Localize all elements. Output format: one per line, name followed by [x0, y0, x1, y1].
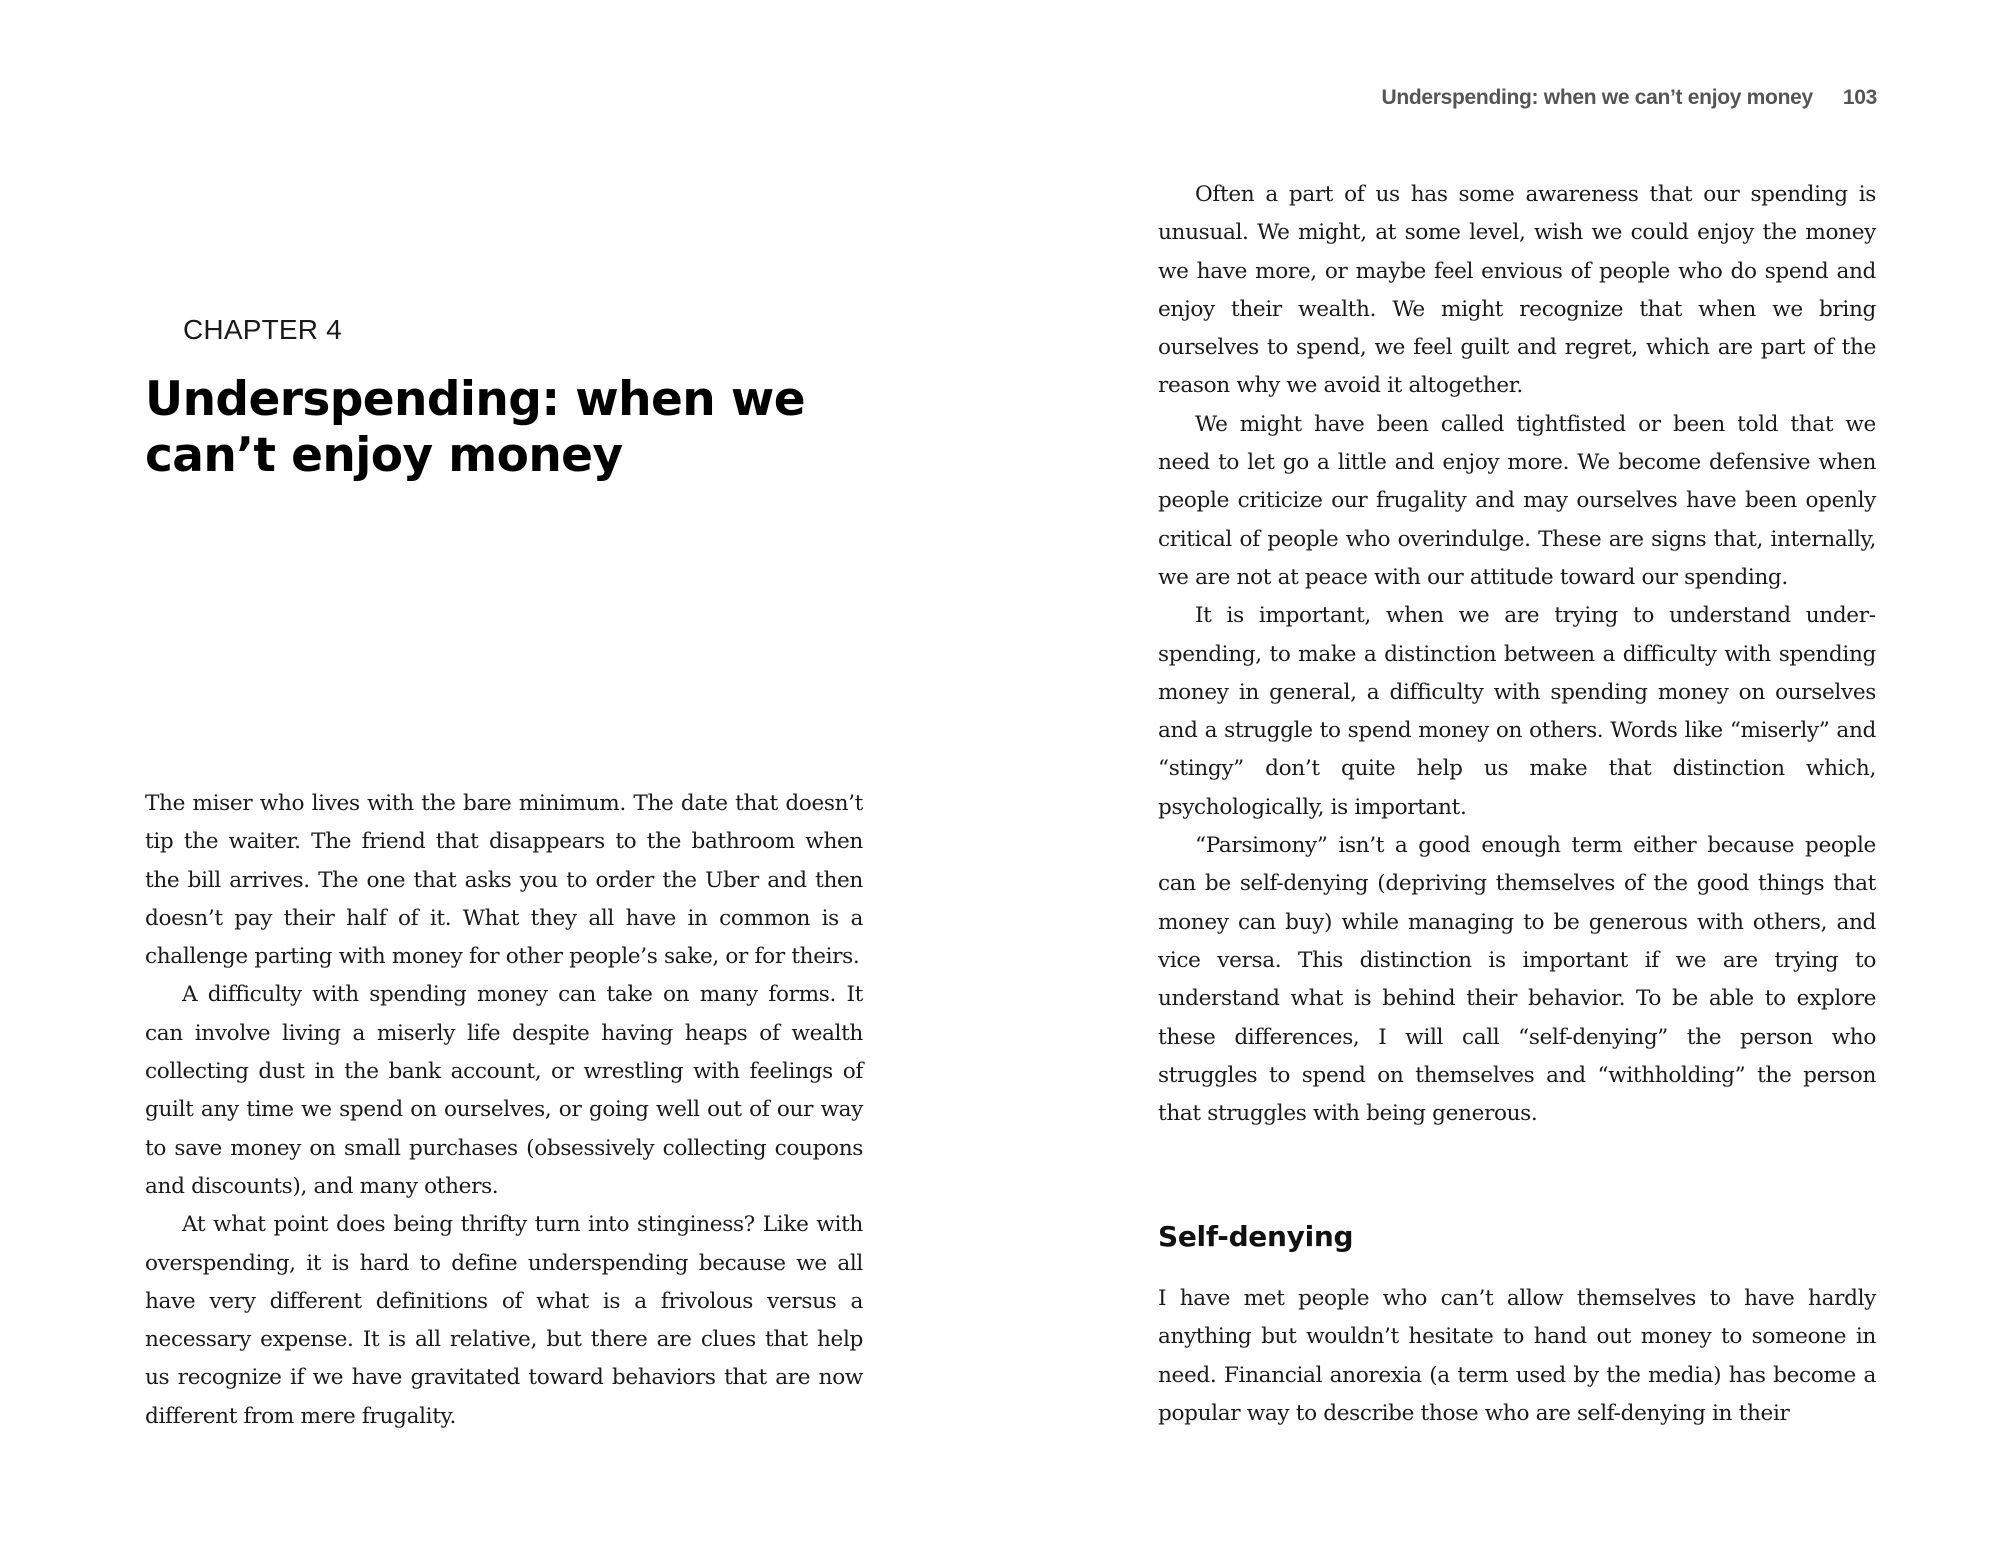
paragraph: At what point does being thrifty turn into stinginess? Like with overspending, it is hard to define underspending because we all have very different definitions of what is a frivolous versus a necessary expense. It is all relative, but there are clues that help us recognize if we have gravitated toward behaviors that are now different from mere frugality. [145, 1212, 863, 1429]
section-body-text [1158, 1280, 1876, 1433]
section-heading: Self-denying [1158, 1220, 1354, 1253]
right-body-text [1158, 176, 1876, 1133]
right-page [1000, 0, 2000, 1545]
running-head [1381, 86, 1877, 110]
paragraph: The miser who lives with the bare minimum. The date that doesn’t tip the waiter. The friend that disappears to the bathroom when the bill arrives. The one that asks you to order the Uber and then doesn’t pay their half of it. What they all have in common is a challenge parting with money for other people’s sake, or for theirs. [145, 791, 863, 970]
paragraph: I have met people who can’t allow themselves to have hardly anything but wouldn’t hesitate to hand out money to someone in need. Financial anorexia (a term used by the media) has become a popular way to describe those who are self-denying in their [1158, 1286, 1876, 1426]
left-body-text [145, 785, 863, 1436]
running-head-title: Underspending: when we can’t enjoy money [1381, 86, 1813, 109]
paragraph: It is important, when we are trying to understand underspending, to make a distinction between a difficulty with spending money in general, a difficulty with spending money on ourselves and a struggle to spend money on others. Words like “miserly” and “stingy” don’t quite help us make that distinction which, psychologically, is important. [1158, 603, 1876, 820]
page-number: 103 [1842, 86, 1877, 109]
chapter-title: Underspending: when we can’t enjoy money [145, 372, 805, 483]
chapter-label: CHAPTER 4 [183, 314, 342, 345]
paragraph: “Parsimony” isn’t a good enough term either because people can be self-denying (depriving themselves of the good things that money can buy) while managing to be generous with others, and vice versa. This distinction is important if we are trying to understand what is behind their behavior. To be able to explore these differences, I will call “self-denying” the person who struggles to spend on themselves and “withholding” the person that struggles with being generous. [1158, 833, 1876, 1127]
paragraph: We might have been called tightfisted or been told that we need to let go a little and enjoy more. We become defensive when people criticize our frugality and may ourselves have been openly critical of people who overindulge. These are signs that, internally, we are not at peace with our attitude toward our spending. [1158, 411, 1876, 590]
paragraph: Often a part of us has some awareness that our spending is unusual. We might, at some level, wish we could enjoy the money we have more, or maybe feel envious of people who do spend and enjoy their wealth. We might recognize that when we bring ourselves to spend, we feel guilt and regret, which are part of the reason why we avoid it altogether. [1158, 182, 1876, 399]
paragraph: A difficulty with spending money can take on many forms. It can involve living a miserly life despite having heaps of wealth collecting dust in the bank account, or wrestling with feelings of guilt any time we spend on ourselves, or going well out of our way to save money on small purchases (obsessively collecting coupons and discounts), and many others. [145, 982, 863, 1199]
